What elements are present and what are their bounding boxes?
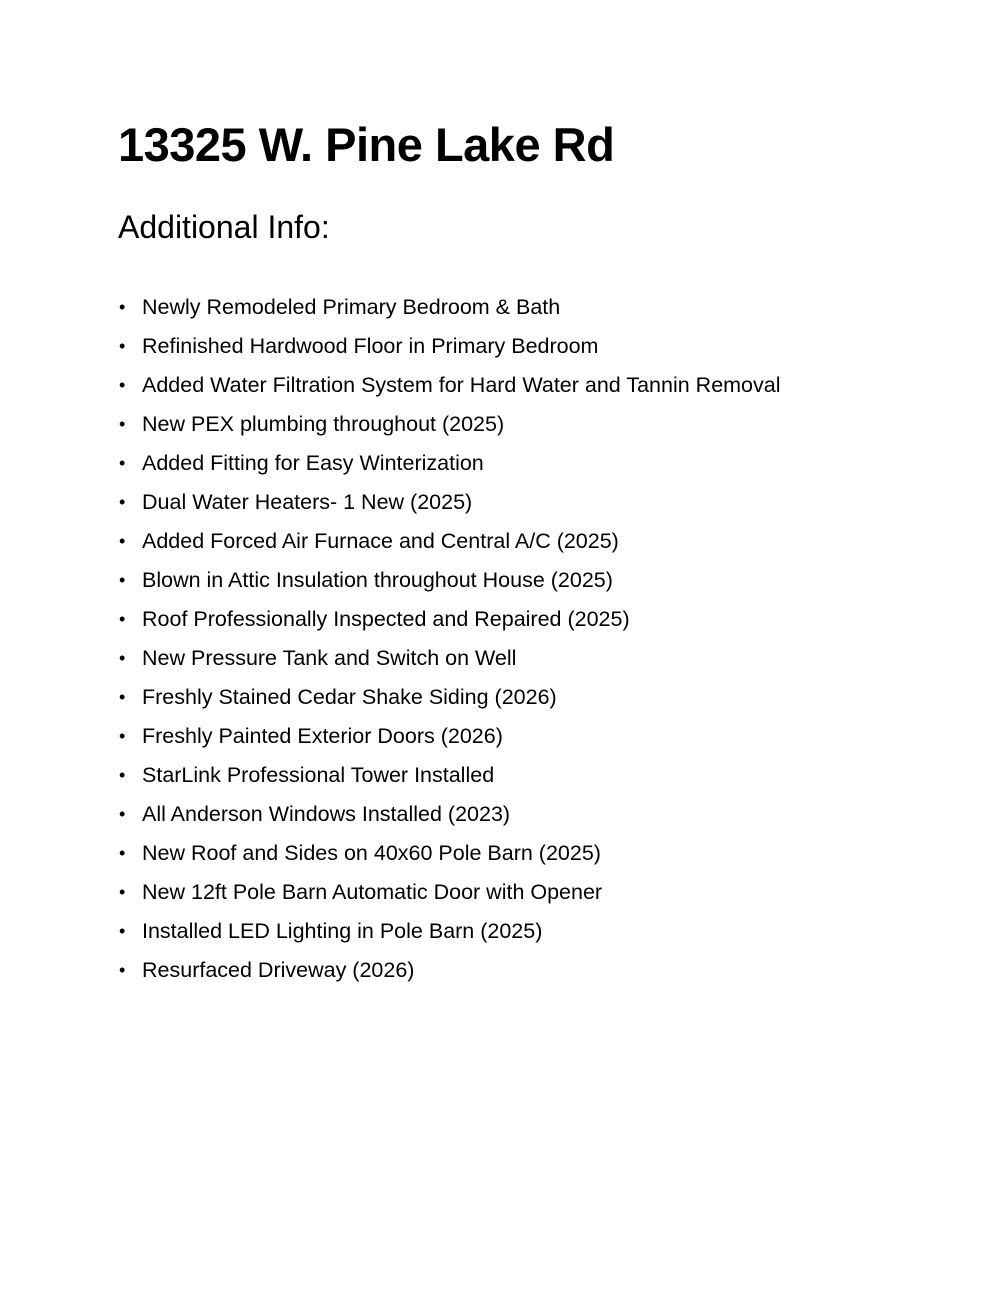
page-title: 13325 W. Pine Lake Rd <box>118 118 615 171</box>
bullet-icon: • <box>119 453 126 473</box>
list-item <box>118 561 781 600</box>
bullet-icon: • <box>119 687 126 707</box>
list-item <box>118 951 781 990</box>
bullet-icon: • <box>119 609 126 629</box>
list-item <box>118 366 781 405</box>
list-item <box>118 600 781 639</box>
list-item <box>118 327 781 366</box>
list-item <box>118 444 781 483</box>
list-item-text: Freshly Painted Exterior Doors (2026) <box>142 724 503 748</box>
list-item <box>118 678 781 717</box>
list-item-text: New Pressure Tank and Switch on Well <box>142 646 517 670</box>
bullet-icon: • <box>119 336 126 356</box>
bullet-icon: • <box>119 648 126 668</box>
list-item-text: New 12ft Pole Barn Automatic Door with Opener <box>142 880 603 904</box>
list-item <box>118 288 781 327</box>
list-item <box>118 717 781 756</box>
list-item-text: Dual Water Heaters- 1 New (2025) <box>142 490 473 514</box>
bullet-icon: • <box>119 492 126 512</box>
list-item <box>118 756 781 795</box>
list-item <box>118 834 781 873</box>
list-item-text: New Roof and Sides on 40x60 Pole Barn (2025) <box>142 841 601 865</box>
bullet-icon: • <box>119 765 126 785</box>
list-item-text: Blown in Attic Insulation throughout House (2025) <box>142 568 613 592</box>
list-item-text: StarLink Professional Tower Installed <box>142 763 495 787</box>
bullet-icon: • <box>119 414 126 434</box>
list-item-text: Freshly Stained Cedar Shake Siding (2026) <box>142 685 557 709</box>
list-item-text: Refinished Hardwood Floor in Primary Bedroom <box>142 334 599 358</box>
bullet-icon: • <box>119 960 126 980</box>
list-item <box>118 639 781 678</box>
bullet-icon: • <box>119 531 126 551</box>
list-item-text: Resurfaced Driveway (2026) <box>142 958 415 982</box>
list-item <box>118 873 781 912</box>
features-list <box>118 288 781 990</box>
bullet-icon: • <box>119 921 126 941</box>
list-item <box>118 522 781 561</box>
list-item <box>118 912 781 951</box>
list-item-text: Added Water Filtration System for Hard Water and Tannin Removal <box>142 373 781 397</box>
bullet-icon: • <box>119 297 126 317</box>
bullet-icon: • <box>119 804 126 824</box>
list-item-text: Added Fitting for Easy Winterization <box>142 451 484 475</box>
list-item <box>118 405 781 444</box>
list-item-text: Added Forced Air Furnace and Central A/C (2025) <box>142 529 619 553</box>
bullet-icon: • <box>119 375 126 395</box>
bullet-icon: • <box>119 570 126 590</box>
bullet-icon: • <box>119 726 126 746</box>
list-item-text: New PEX plumbing throughout (2025) <box>142 412 505 436</box>
list-item-text: All Anderson Windows Installed (2023) <box>142 802 511 826</box>
list-item <box>118 795 781 834</box>
list-item-text: Installed LED Lighting in Pole Barn (2025) <box>142 919 543 943</box>
section-heading: Additional Info: <box>118 209 330 245</box>
bullet-icon: • <box>119 843 126 863</box>
bullet-icon: • <box>119 882 126 902</box>
list-item-text: Newly Remodeled Primary Bedroom & Bath <box>142 295 561 319</box>
list-item <box>118 483 781 522</box>
list-item-text: Roof Professionally Inspected and Repaired (2025) <box>142 607 630 631</box>
